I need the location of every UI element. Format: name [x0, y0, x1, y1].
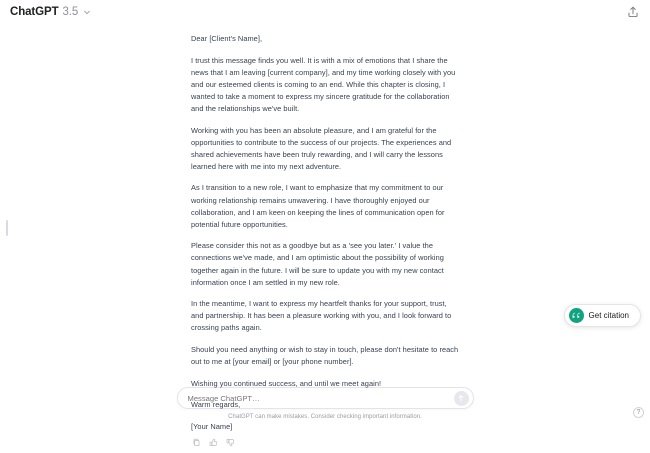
get-citation-label: Get citation [588, 311, 629, 320]
message-paragraph: [Your Name] [191, 421, 233, 431]
share-upload-icon[interactable] [626, 5, 640, 19]
thumbs-up-icon[interactable] [209, 438, 218, 447]
get-citation-button[interactable] [564, 304, 641, 327]
top-bar [0, 0, 650, 24]
conversation-thread [0, 24, 650, 453]
message-action-bar [191, 438, 459, 447]
app-title: ChatGPT [10, 6, 59, 18]
message-paragraph: Dear [Client's Name], [191, 34, 263, 43]
model-version-label: 3.5 [62, 6, 79, 18]
message-paragraph: Please consider this not as a goodbye but as a 'see you later.' I value the connections we've made, and I am optimistic about the possibility of working together again in the future. I will be sure to update you with my new contact information once I am settled in my new role. [191, 241, 444, 287]
chevron-down-icon [83, 8, 91, 16]
model-switcher[interactable] [10, 6, 91, 18]
message-paragraph: Working with you has been an absolute pleasure, and I am grateful for the opportunities to contribute to the success of our projects. The experiences and shared achievements have been truly rewarding, and I will carry the lessons learned here with me into my next adventure. [191, 125, 452, 171]
message-paragraph: Warm regards, [191, 400, 241, 410]
message-paragraph: As I transition to a new role, I want to emphasize that my commitment to our working relationship remains unwavering. I have thoroughly enjoyed our collaboration, and I am keen on keeping the lines of communication open for potential future opportunities. [191, 183, 445, 229]
thumbs-down-icon[interactable] [226, 438, 235, 447]
quote-icon [569, 308, 584, 323]
help-button[interactable]: ? [633, 407, 644, 418]
disclaimer-text: ChatGPT can make mistakes. Consider checking important information. [228, 414, 422, 420]
message-paragraph: Wishing you continued success, and until we meet again! [191, 378, 382, 388]
copy-icon[interactable] [192, 438, 201, 447]
assistant-message [191, 24, 459, 447]
message-paragraph: In the meantime, I want to express my heartfelt thanks for your support, trust, and partnership. It has been a pleasure working with you, and I look forward to crossing paths again. [191, 299, 452, 333]
message-paragraph: Should you need anything or wish to stay in touch, please don't hesitate to reach out to me at [your email] or [your phone number]. [191, 344, 459, 367]
message-paragraph: I trust this message finds you well. It is with a mix of emotions that I share the news that I am leaving [current company], and my time working closely with you and our esteemed clients is coming to an end. While this chapter is closing, I wanted to take a moment to express my sincere gratitude for the collaboration and the relationships we've built. [191, 55, 456, 113]
